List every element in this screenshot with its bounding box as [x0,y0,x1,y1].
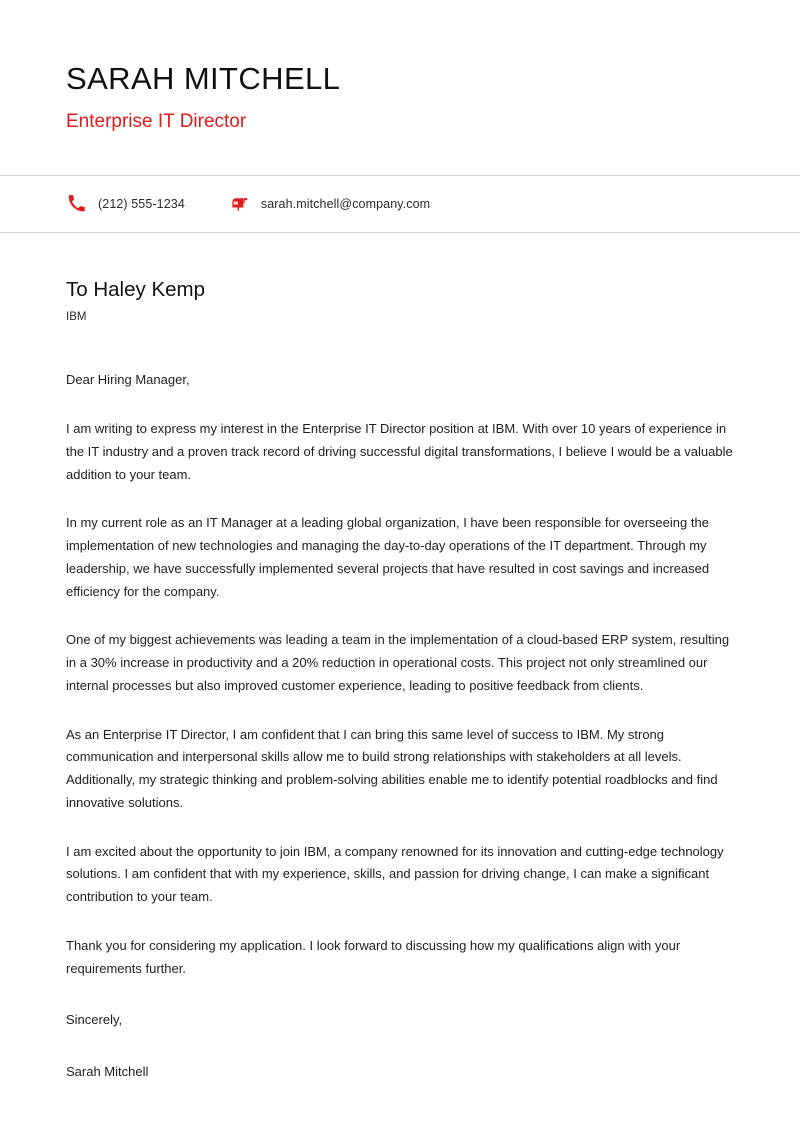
letter-paragraph: As an Enterprise IT Director, I am confident that I can bring this same level of success to IBM. My strong communication and interpersonal skills allow me to build strong relationships with stakeholders at all levels. Additionally, my strategic thinking and problem-solving abilities enable me to identify potential roadblocks and find innovative solutions. [66,726,718,810]
letter-body [0,277,800,1084]
letter-salutation: Dear Hiring Manager, [66,372,190,388]
phone-icon [66,194,86,214]
contact-email-value[interactable]: sarah.mitchell@company.com [260,196,431,211]
letter-paragraph: Thank you for considering my application. I look forward to discussing how my qualifications align with your requirements further. [66,937,681,976]
mailbox-icon [229,194,249,214]
contact-phone-value[interactable]: (212) 555-1234 [98,196,185,211]
letter-paragraph: One of my biggest achievements was leading a team in the implementation of a cloud-based ERP system, resulting in a 30% increase in productivity and a 20% reduction in operational costs. This project not only streamlined our internal processes but also improved customer experience, leading to positive feedback from clients. [66,632,730,693]
contact-bar [0,175,800,233]
recipient-company: IBM [66,310,87,323]
candidate-job-title: Enterprise IT Director [66,111,247,133]
letter-closing: Sincerely, [66,1012,123,1028]
letter-signature: Sarah Mitchell [66,1064,149,1080]
letter-paragraph: In my current role as an IT Manager at a leading global organization, I have been responsible for overseeing the implementation of new technologies and managing the day-to-day operations of the IT department. Through my leadership, we have successfully implemented several projects that have resulted in cost savings and increased efficiency for the company. [66,515,710,599]
letter-header [0,0,800,134]
contact-item-email [229,194,430,214]
recipient-name: To Haley Kemp [66,277,206,301]
contact-bar-bottom-divider [0,232,800,233]
letter-paragraph: I am excited about the opportunity to join IBM, a company renowned for its innovation and cutting-edge technology solutions. I am confident that with my experience, skills, and passion for driving change, I can make a significant contribution to your team. [66,843,724,905]
candidate-name: SARAH MITCHELL [66,61,341,96]
contact-row [0,176,800,232]
contact-item-phone [66,194,185,214]
letter-paragraph: I am writing to express my interest in the Enterprise IT Director position at IBM. With over 10 years of experience in the IT industry and a proven track record of driving successful digital transformations, I believe I would be a valuable addition to your team. [66,421,733,482]
recipient-block [66,277,734,324]
